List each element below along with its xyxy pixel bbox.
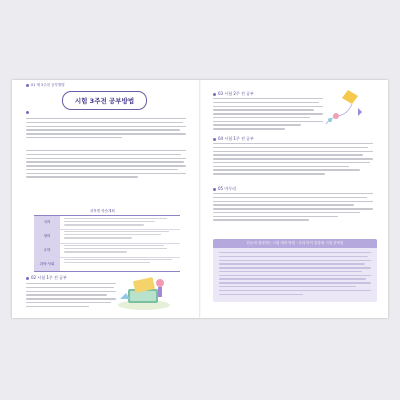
left-section-heading-2-text: 02 시험 1주 전 공부 (31, 275, 67, 280)
table-row-label: 과학·사회 (34, 257, 60, 271)
booklet-spread (12, 80, 388, 318)
right-section-heading-3 (213, 186, 236, 192)
bullet-icon (26, 84, 29, 87)
right-section-heading-1-text: 03 시험 2주 전 공부 (218, 91, 254, 96)
table-row (34, 243, 180, 258)
table-row-label: 국어 (34, 216, 60, 229)
page-title (62, 91, 147, 110)
right-section-heading-2-text: 04 시험 1주 전 공부 (218, 136, 254, 141)
left-section-heading-2 (26, 275, 67, 281)
left-section-heading-1-text: 01 새 3주천 공부방법 (31, 83, 65, 87)
right-section-heading-1 (213, 91, 254, 97)
bullet-icon (213, 93, 216, 96)
table-row-label: 영어 (34, 229, 60, 243)
right-section-heading-2 (213, 136, 254, 142)
left-paragraph-1 (26, 118, 186, 141)
right-paragraph-2 (213, 143, 373, 177)
left-page (12, 80, 199, 318)
table-row (34, 229, 180, 244)
table-row-label: 수학 (34, 243, 60, 257)
bullet-icon (26, 111, 29, 114)
left-subheading (26, 111, 29, 114)
study-illustration-icon (114, 269, 174, 311)
left-paragraph-3 (26, 283, 116, 309)
bullet-icon (213, 138, 216, 141)
study-plan-table (34, 215, 180, 272)
table-row (34, 216, 180, 230)
bullet-icon (213, 188, 216, 191)
left-section-heading-1 (26, 83, 65, 88)
right-section-heading-3-text: 05 마무리 (218, 186, 236, 191)
left-paragraph-2 (26, 150, 186, 180)
info-box-body (219, 252, 371, 297)
bullet-icon (26, 277, 29, 280)
kite-illustration-icon (318, 86, 366, 126)
page-title-text: 시험 3주전 공부방법 (74, 97, 135, 105)
info-box (213, 239, 377, 302)
right-paragraph-3 (213, 193, 373, 223)
info-box-title: 한눈에 정리하는 시험 대비 방법 · 우리 아이 맞춤형 시험 준비법 (213, 239, 377, 248)
right-paragraph-1 (213, 98, 323, 132)
right-page (201, 80, 388, 318)
table-caption: 과목별 학습계획 (90, 209, 115, 213)
